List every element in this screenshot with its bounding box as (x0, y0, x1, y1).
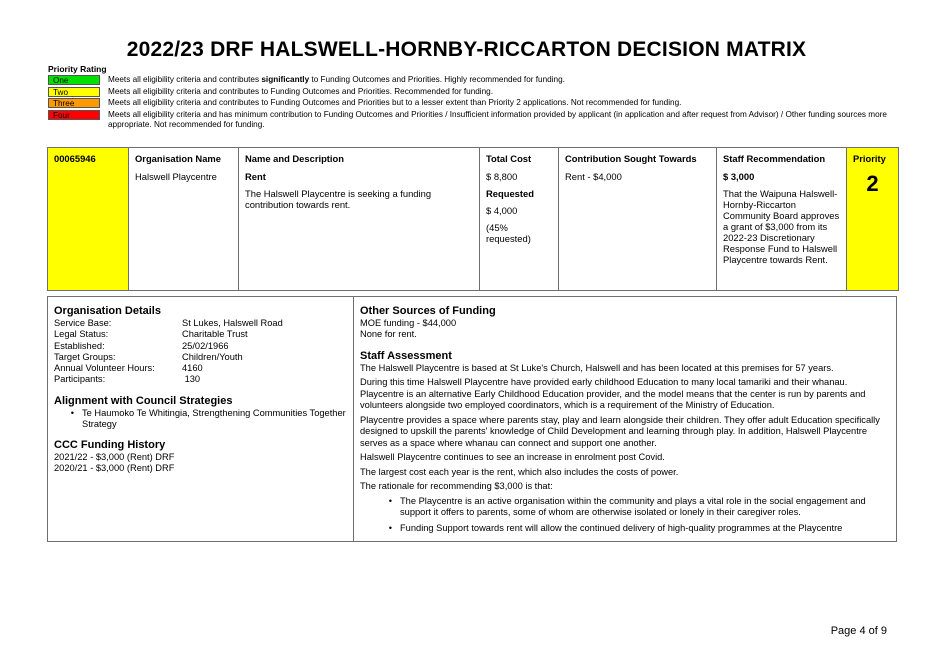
priority-value: 2 (866, 171, 879, 196)
legend-swatch-four: Four (48, 110, 100, 120)
total-cost-cell (480, 148, 559, 291)
funding-history-item: 2020/21 - $3,000 (Rent) DRF (54, 463, 175, 474)
detail-label: Participants: (54, 374, 106, 385)
assessment-bullet-text: The Playcentre is an active organisation within the community and plays a vital role in the social engagement and support it offers to parents, some of whom are otherwise isolated or lonely in their caregiver roles. (400, 495, 866, 517)
assessment-paragraph: The rationale for recommending $3,000 is that: (360, 481, 553, 492)
legend-swatch-two: Two (48, 87, 100, 97)
page-title: 2022/23 DRF HALSWELL-HORNBY-RICCARTON DECISION MATRIX (126, 38, 807, 61)
requested-label: Requested (486, 188, 534, 199)
detail-row (54, 352, 347, 363)
contribution-value: Rent - $4,000 (565, 171, 622, 182)
funding-assessment-column (354, 297, 896, 541)
organisation-details-column (48, 297, 354, 541)
bullet-icon: • (388, 495, 392, 506)
application-id-cell (48, 148, 129, 291)
detail-row (54, 318, 347, 329)
funding-history-heading: CCC Funding History (54, 438, 166, 451)
detail-value: Charitable Trust (182, 329, 248, 340)
legend-row-four (48, 110, 888, 130)
other-funding-item: MOE funding - $44,000 (360, 318, 457, 328)
contribution-header: Contribution Sought Towards (565, 153, 697, 164)
requested-percent: (45% requested) (486, 222, 531, 244)
detail-value: St Lukes, Halswell Road (182, 318, 283, 328)
other-funding-item: None for rent. (360, 329, 417, 340)
total-cost-value: $ 8,800 (486, 171, 518, 182)
assessment-bullet (372, 523, 890, 534)
legend-row-two (48, 87, 888, 97)
detail-value: Children/Youth (182, 351, 243, 362)
detail-label: Legal Status: (54, 329, 109, 340)
assessment-bullet (372, 496, 890, 518)
staff-recommendation-cell (717, 148, 847, 291)
detail-label: Target Groups: (54, 351, 116, 362)
staff-recommendation-text: That the Waipuna Halswell-Hornby-Riccarton Community Board approves a grant of $3,000 from its 2022-23 Discretionary Response Fund to Halswell Playcentre towards Rent. (723, 188, 840, 265)
total-cost-header: Total Cost (486, 153, 532, 164)
staff-assessment-heading: Staff Assessment (360, 349, 452, 362)
staff-recommendation-header: Staff Recommendation (723, 153, 826, 164)
detail-value: 130 (182, 374, 201, 385)
staff-recommendation-amount: $ 3,000 (723, 171, 755, 182)
legend-text-four: Meets all eligibility criteria and has minimum contribution to Funding Outcomes and Priorities / Insufficient information provided by applicant (in application and after request from Advisor) / Other funding sources more appropriate. Not recommended for funding. (108, 109, 887, 129)
organisation-details-heading: Organisation Details (54, 305, 161, 317)
assessment-paragraph: Halswell Playcentre continues to see an increase in enrolment post Covid. (360, 452, 665, 463)
detail-label: Established: (54, 340, 105, 351)
decision-matrix-table (47, 147, 899, 291)
organisation-name: Halswell Playcentre (135, 171, 217, 182)
assessment-paragraph: The largest cost each year is the rent, which also includes the costs of power. (360, 466, 679, 477)
organisation-name-header: Organisation Name (135, 153, 221, 164)
bullet-icon: • (70, 407, 74, 418)
page-number: Page 4 of 9 (830, 625, 887, 637)
detail-row (54, 329, 347, 340)
legend-text-two: Meets all eligibility criteria and contributes to Funding Outcomes and Priorities. Recommended for funding. (108, 86, 494, 96)
legend-text-one: Meets all eligibility criteria and contributes significantly to Funding Outcomes and Priorities. Highly recommended for funding. (108, 75, 565, 84)
priority-header: Priority (853, 153, 886, 164)
legend-swatch-three: Three (48, 98, 100, 108)
assessment-bullet-text: Funding Support towards rent will allow the continued delivery of high-quality programmes at the Playcentre (400, 522, 843, 533)
requested-amount: $ 4,000 (486, 205, 518, 216)
alignment-heading: Alignment with Council Strategies (54, 394, 233, 407)
detail-row (54, 374, 347, 385)
other-funding-heading: Other Sources of Funding (360, 305, 496, 317)
project-name: Rent (245, 171, 266, 182)
assessment-paragraph: During this time Halswell Playcentre have provided early childhood Education to many local tamariki and their whanau. Playcentre is an alternative Early Childhood Education provider, and the model means that the center is run by parents and volunteers alongside two employed coordinators, which is a requirement of the Ministry of Education. (360, 377, 866, 411)
assessment-paragraph: The Halswell Playcentre is based at St Luke's Church, Halswell and has been located at this premises for 57 years. (360, 362, 834, 373)
assessment-paragraph: Playcentre provides a space where parents stay, play and learn alongside their children. They offer adult Education specifically designed to upskill the parents' knowledge of Child Development and learning through play. In addition, Halswell Playcentre serves as a space where whanau can connect and support one another. (360, 414, 880, 448)
detail-row (54, 363, 347, 374)
priority-legend (48, 75, 888, 131)
detail-row (54, 341, 347, 352)
detail-value: 4160 (182, 363, 203, 374)
priority-rating-heading: Priority Rating (48, 64, 107, 74)
detail-value: 25/02/1966 (182, 340, 229, 351)
project-description: The Halswell Playcentre is seeking a funding contribution towards rent. (245, 188, 432, 210)
organisation-cell (129, 148, 239, 291)
legend-row-three (48, 98, 888, 108)
funding-history-item: 2021/22 - $3,000 (Rent) DRF (54, 451, 175, 462)
bullet-icon: • (388, 522, 392, 533)
legend-text-three: Meets all eligibility criteria and contributes to Funding Outcomes and Priorities but to a lesser extent than Priority 2 applications. Not recommended for funding. (108, 98, 682, 108)
name-description-cell (239, 148, 480, 291)
application-id: 00065946 (54, 153, 96, 164)
legend-row-one (48, 75, 888, 85)
priority-cell (847, 148, 899, 291)
alignment-item-text: Te Haumoko Te Whitingia, Strengthening Communities Together Strategy (82, 407, 346, 429)
detail-label: Annual Volunteer Hours: (54, 363, 155, 374)
contribution-cell (559, 148, 717, 291)
alignment-item (54, 408, 347, 430)
detail-label: Service Base: (54, 318, 112, 328)
name-description-header: Name and Description (245, 153, 344, 164)
legend-swatch-one: One (48, 75, 100, 85)
details-panel (47, 296, 897, 542)
